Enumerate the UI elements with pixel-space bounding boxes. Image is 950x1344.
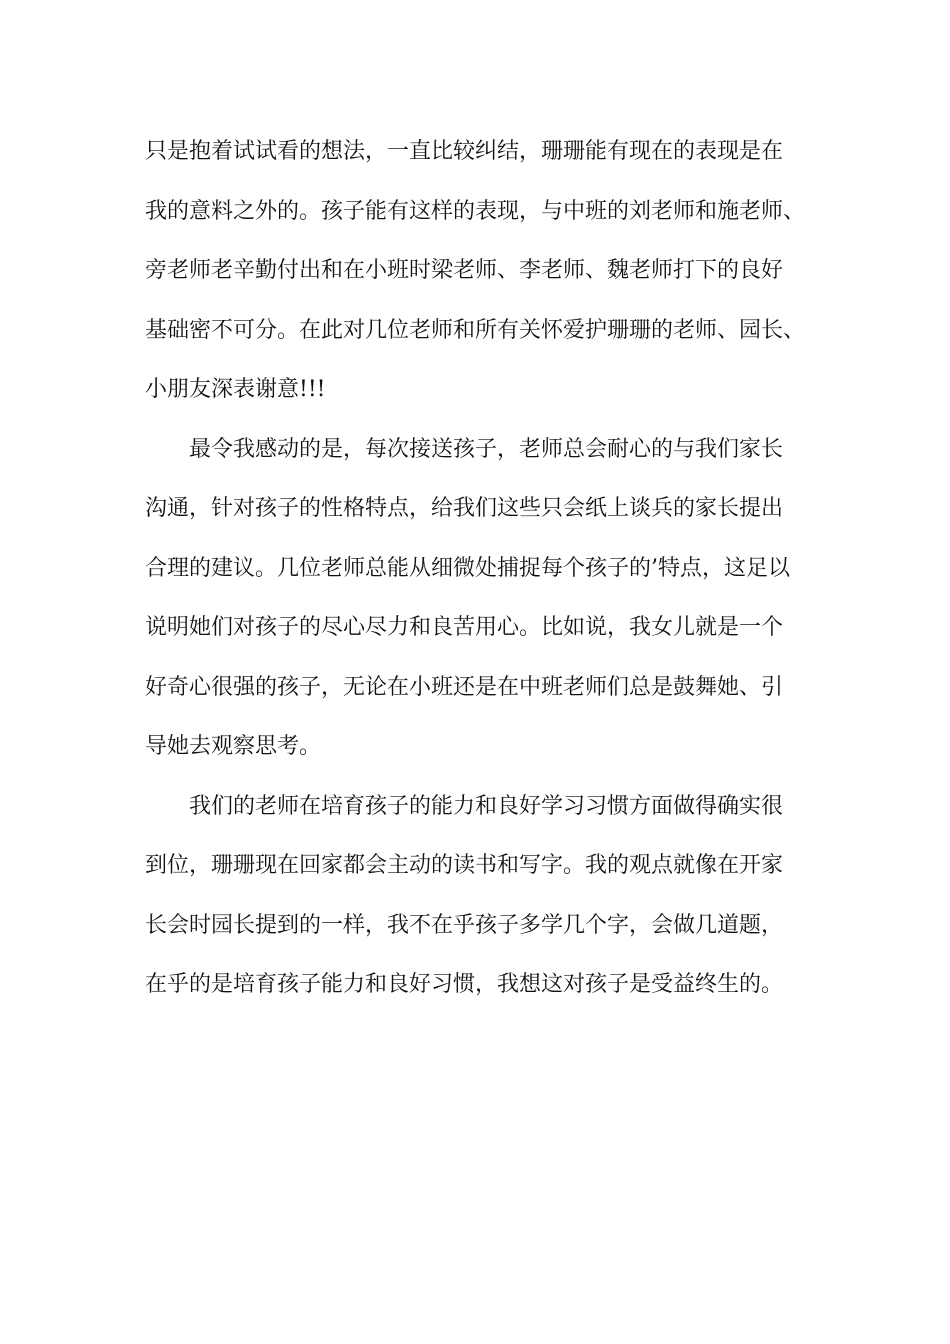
text-line: 最令我感动的是，每次接送孩子，老师总会耐心的与我们家长 — [189, 436, 784, 462]
text-line: 合理的建议。几位老师总能从细微处捕捉每个孩子的’特点，这足以 — [145, 555, 790, 581]
paragraph-1 — [145, 130, 815, 428]
document-body — [145, 130, 815, 1023]
text-line: 到位，珊珊现在回家都会主动的读书和写字。我的观点就像在开家 — [145, 853, 784, 878]
text-line: 旁老师老辛勤付出和在小班时梁老师、李老师、魏老师打下的良好 — [145, 258, 784, 283]
text-line: 好奇心很强的孩子，无论在小班还是在中班老师们总是鼓舞她、引 — [145, 674, 784, 700]
text-line: 长会时园长提到的一样，我不在乎孩子多学几个字，会做几道题， — [145, 912, 784, 938]
text-line: 基础密不可分。在此对几位老师和所有关怀爱护珊珊的老师、园长、 — [145, 317, 806, 343]
text-line: 沟通，针对孩子的性格特点，给我们这些只会纸上谈兵的家长提出 — [145, 496, 784, 521]
text-line: 小朋友深表谢意!!! — [145, 377, 326, 402]
text-line: 我们的老师在培育孩子的能力和良好学习习惯方面做得确实很 — [189, 793, 784, 819]
text-line: 在乎的是培育孩子能力和良好习惯，我想这对孩子是受益终生的。 — [145, 972, 784, 997]
paragraph-3 — [145, 785, 815, 1023]
paragraph-2 — [145, 428, 815, 785]
text-line: 说明她们对孩子的尽心尽力和良苦用心。比如说，我女儿就是一个 — [145, 615, 784, 640]
text-line: 我的意料之外的。孩子能有这样的表现，与中班的刘老师和施老师、 — [145, 198, 806, 224]
text-line: 只是抱着试试看的想法，一直比较纠结，珊珊能有现在的表现是在 — [145, 139, 784, 164]
text-line: 导她去观察思考。 — [145, 734, 322, 759]
